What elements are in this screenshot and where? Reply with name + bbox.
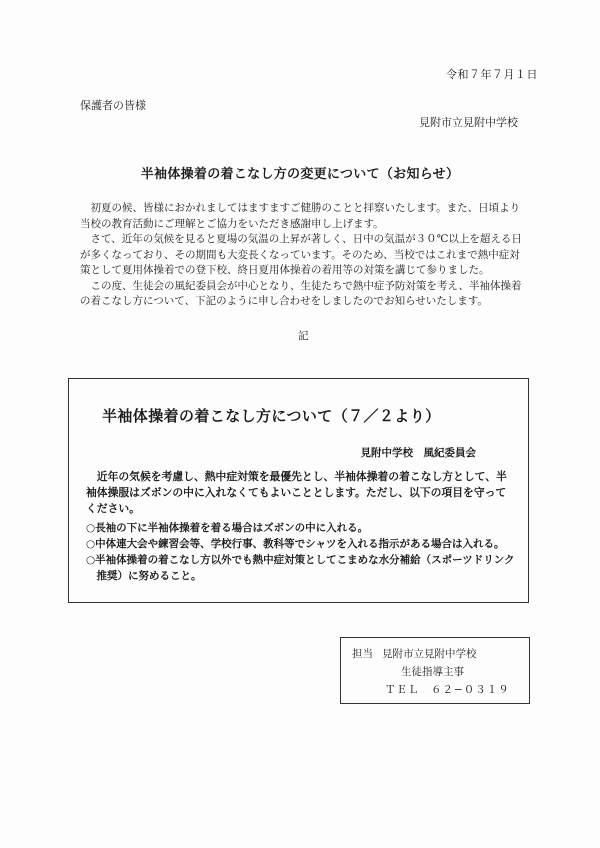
notice-intro: 近年の気候を考慮し、熱中症対策を最優先とし、半袖体操着の着こなし方として、半袖体操服はズボンの中に入れなくてもよいこととします。ただし、以下の項目を守ってください。 — [86, 470, 507, 515]
rule-item: ○半袖体操着の着こなし方以外でも熱中症対策としてこまめな水分補給（スポーツドリンク推奨）に努めること。 — [86, 554, 515, 582]
contact-school: 見附市立見附中学校 — [382, 648, 477, 660]
body-paragraph: 初夏の候、皆様におかれましてはますますご健勝のことと拝察いたします。また、日頃より当校の教育活動にご理解とご協力をいただき感謝申し上げます。 — [80, 202, 521, 230]
contact-header — [352, 646, 477, 661]
issue-date: 令和７年７月１日 — [446, 68, 538, 81]
notice-box — [68, 378, 529, 603]
contact-box — [340, 637, 530, 704]
contact-label: 担当 — [352, 648, 373, 660]
notice-author: 見附中学校 風紀委員会 — [360, 447, 476, 459]
recipient: 保護者の皆様 — [80, 99, 146, 112]
rule-item: ○中体連大会や練習会等、学校行事、教科等でシャツを入れる指示がある場合は入れる。 — [86, 538, 505, 550]
notice-title: 半袖体操着の着こなし方について（７／２より） — [102, 407, 441, 425]
rules-list — [86, 520, 516, 584]
ki-marker: 記 — [298, 330, 309, 342]
body-paragraph: さて、近年の気候を見ると夏場の気温の上昇が著しく、日中の気温が３０℃以上を超える日が多くなっており、その期間も大変長くなっています。そのため、当校ではこれまで熱中症対策として夏用体操着での登下校、終日夏用体操着の着用等の対策を講じて参りました。 — [80, 233, 522, 276]
contact-role: 生徒指導主事 — [401, 666, 464, 678]
body-paragraph: この度、生徒会の風紀委員会が中心となり、生徒たちで熱中症予防対策を考え、半袖体操着の着こなし方について、下記のように申し合わせをしましたのでお知らせいたします。 — [80, 279, 522, 307]
sender: 見附市立見附中学校 — [419, 116, 518, 129]
body-text — [80, 201, 530, 310]
contact-tel: ＴＥＬ ６２−０３１９ — [385, 684, 510, 696]
rule-item: ○長袖の下に半袖体操着を着る場合はズボンの中に入れる。 — [86, 522, 369, 534]
document-title: 半袖体操着の着こなし方の変更について（お知らせ） — [140, 167, 460, 182]
